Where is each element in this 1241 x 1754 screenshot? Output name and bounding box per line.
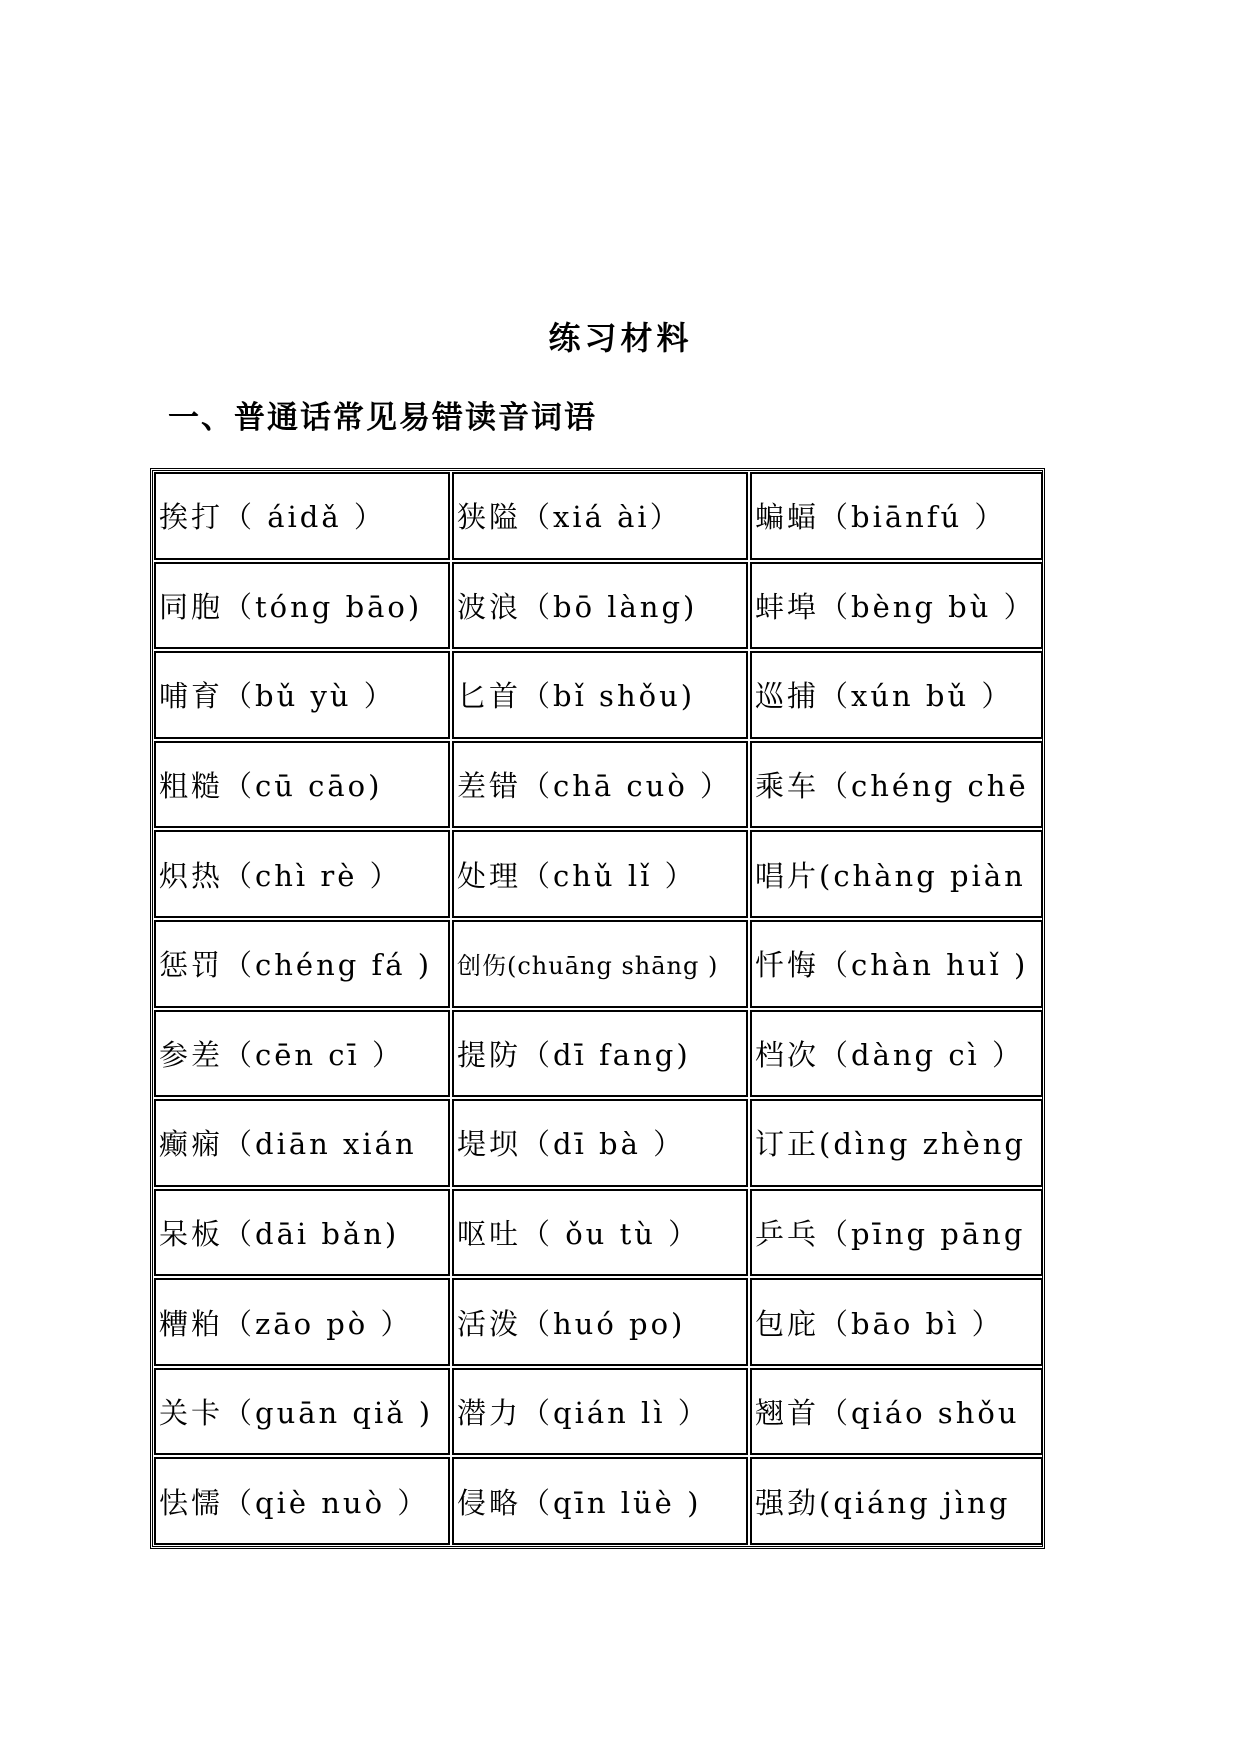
table-cell — [154, 1189, 450, 1277]
table-cell — [154, 741, 450, 829]
word-entry: 活泼（huó po) — [457, 1306, 686, 1341]
table-cell — [750, 920, 1043, 1008]
word-entry: 忏悔（chàn huǐ ) — [755, 948, 1029, 983]
table-cell — [154, 1457, 450, 1545]
word-entry: 狭隘（xiá ài） — [457, 500, 682, 535]
table-cell — [154, 1368, 450, 1456]
word-entry: 包庇（bāo bì ） — [755, 1306, 1004, 1341]
table-cell — [154, 1278, 450, 1366]
table-cell — [750, 1010, 1043, 1098]
word-entry: 粗糙（cū cāo) — [159, 769, 383, 804]
word-entry: 怯懦（qiè nuò ） — [159, 1485, 430, 1520]
word-entry: 乒乓（pīng pāng — [755, 1216, 1026, 1251]
word-entry: 蚌埠（bèng bù ） — [755, 589, 1036, 624]
table-cell — [452, 651, 748, 739]
word-entry: 参差（cēn cī ） — [159, 1037, 405, 1072]
word-entry: 唱片(chàng piàn — [755, 858, 1026, 893]
table-cell — [154, 472, 450, 560]
table-cell — [154, 1010, 450, 1098]
table-cell — [750, 830, 1043, 918]
word-entry: 同胞（tóng bāo) — [159, 589, 423, 624]
table-cell — [452, 1010, 748, 1098]
word-entry: 匕首（bǐ shǒu) — [457, 679, 696, 714]
table-cell — [750, 1457, 1043, 1545]
word-table — [150, 468, 1045, 1549]
word-entry: 潜力（qián lì ） — [457, 1396, 710, 1431]
table-cell — [154, 1099, 450, 1187]
word-entry: 订正(dìng zhèng — [755, 1127, 1026, 1162]
table-cell — [750, 562, 1043, 650]
word-entry: 差错（chā cuò ） — [457, 769, 733, 804]
word-entry: 癫痫（diān xián — [159, 1127, 417, 1162]
word-entry: 哺育（bǔ yù ） — [159, 679, 396, 714]
word-entry: 蝙蝠（biānfú ） — [755, 500, 1007, 535]
table-cell — [750, 1189, 1043, 1277]
table-cell — [154, 562, 450, 650]
table-cell — [154, 920, 450, 1008]
table-cell — [154, 651, 450, 739]
table-cell — [452, 1368, 748, 1456]
word-entry: 乘车（chéng chē — [755, 769, 1029, 804]
word-entry: 惩罚（chéng fá ) — [159, 948, 433, 983]
section-heading: 一、普通话常见易错读音词语 — [168, 400, 597, 436]
table-cell — [452, 1189, 748, 1277]
table-cell — [452, 1278, 748, 1366]
word-entry: 巡捕（xún bǔ ） — [755, 679, 1014, 714]
word-entry: 创伤(chuāng shāng ) — [457, 952, 719, 981]
word-entry: 挨打（ áidǎ ） — [159, 500, 386, 535]
table-cell — [452, 1099, 748, 1187]
table-cell — [750, 1099, 1043, 1187]
word-entry: 强劲(qiáng jìng — [755, 1485, 1011, 1520]
word-entry: 关卡（guān qiǎ ) — [159, 1396, 434, 1431]
word-entry: 呆板（dāi bǎn) — [159, 1216, 400, 1251]
table-cell — [750, 1368, 1043, 1456]
page-title: 练习材料 — [548, 319, 693, 357]
table-cell — [452, 830, 748, 918]
table-cell — [452, 472, 748, 560]
table-cell — [452, 562, 748, 650]
table-cell — [154, 830, 450, 918]
word-entry: 翘首（qiáo shǒu — [755, 1396, 1020, 1431]
word-entry: 档次（dàng cì ） — [755, 1037, 1025, 1072]
word-entry: 糟粕（zāo pò ） — [159, 1306, 413, 1341]
table-cell — [452, 920, 748, 1008]
word-entry: 侵略（qīn lüè ) — [457, 1485, 702, 1520]
table-cell — [452, 741, 748, 829]
table-cell — [750, 741, 1043, 829]
word-entry: 堤坝（dī bà ） — [457, 1127, 686, 1162]
word-entry: 炽热（chì rè ） — [159, 858, 402, 893]
table-cell — [750, 651, 1043, 739]
word-entry: 呕吐（ ǒu tù ） — [457, 1216, 701, 1251]
table-cell — [750, 472, 1043, 560]
table-cell — [750, 1278, 1043, 1366]
word-entry: 提防（dī fang) — [457, 1037, 691, 1072]
table-cell — [452, 1457, 748, 1545]
word-entry: 波浪（bō làng) — [457, 589, 698, 624]
word-entry: 处理（chǔ lǐ ） — [457, 858, 697, 893]
